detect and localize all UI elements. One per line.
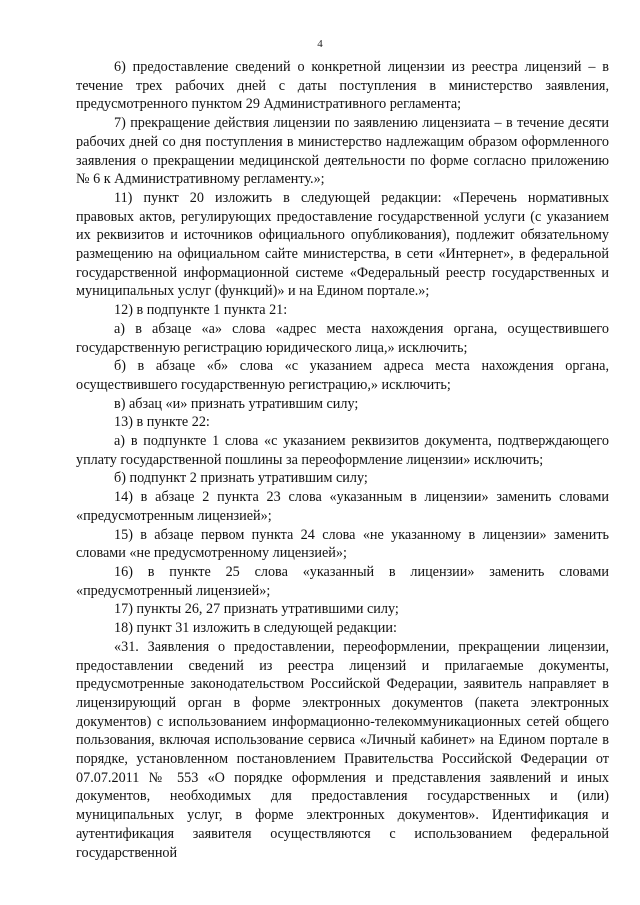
paragraph-12b: б) в абзаце «б» слова «с указанием адреса места нахождения органа, осуществившего государственную регистрацию,» исключить; <box>76 358 609 393</box>
document-body <box>76 58 609 862</box>
paragraph-item-7: 7) прекращение действия лицензии по заявлению лицензиата – в течение десяти рабочих дней со дня поступления в министерство надлежащим образом оформленного заявления о прекращении медицинской деятельности по форме согласно приложению № 6 к Административному регламенту.»; <box>76 115 609 188</box>
paragraph-point-14: 14) в абзаце 2 пункта 23 слова «указанным в лицензии» заменить словами «предусмотренным лицензией»; <box>76 489 609 524</box>
paragraph-point-12: 12) в подпункте 1 пункта 21: <box>114 302 288 319</box>
paragraph-13a: а) в подпункте 1 слова «с указанием реквизитов документа, подтверждающего уплату государственной пошлины за переоформление лицензии» исключить; <box>76 433 609 468</box>
paragraph-item-31: «31. Заявления о предоставлении, переоформлении, прекращении лицензии, предоставлении сведений из реестра лицензий и прилагаемые документы, предусмотренные законодательством Российской Федерации, заявитель направляет в лицензирующий орган в форме электронных документов (пакета электронных документов) с использованием информационно-телекоммуникационных сетей общего пользования, включая использование сервиса «Личный кабинет» на Едином портале в порядке, установленном постановлением Правительства Российской Федерации от 07.07.2011 № 553 «О порядке оформления и представления заявлений и иных документов, необходимых для предоставления государственных и (или) муниципальных услуг, в форме электронных документов». Идентификация и аутентификация заявителя осуществляются с использованием федеральной государственной <box>76 638 609 861</box>
paragraph-item-6: 6) предоставление сведений о конкретной лицензии из реестра лицензий – в течение трех рабочих дней с даты поступления в министерство заявления, предусмотренного пунктом 29 Административного регламента; <box>76 59 609 113</box>
paragraph-point-13: 13) в пункте 22: <box>114 414 210 431</box>
paragraph-12v: в) абзац «и» признать утратившим силу; <box>114 395 359 412</box>
paragraph-point-16: 16) в пункте 25 слова «указанный в лицензии» заменить словами «предусмотренный лицензией»; <box>76 563 609 599</box>
paragraph-13b: б) подпункт 2 признать утратившим силу; <box>114 470 368 487</box>
paragraph-point-17: 17) пункты 26, 27 признать утратившими силу; <box>114 601 399 618</box>
paragraph-point-18: 18) пункт 31 изложить в следующей редакции: <box>114 620 397 637</box>
paragraph-12a: а) в абзаце «а» слова «адрес места нахождения органа, осуществившего государственную регистрацию юридического лица,» исключить; <box>76 320 609 356</box>
paragraph-point-11: 11) пункт 20 изложить в следующей редакции: «Перечень нормативных правовых актов, регулирующих предоставление государственной услуги (с указанием их реквизитов и источников официального опубликования), подлежит обязательному размещению на официальном сайте министерства, в сети «Интернет», в федеральной государственной информационной системе «Федеральный реестр государственных и муниципальных услуг (функций)» и на Едином портале.»; <box>76 189 609 300</box>
paragraph-point-15: 15) в абзаце первом пункта 24 слова «не указанному в лицензии» заменить словами «не предусмотренному лицензией»; <box>76 526 609 562</box>
page-number: 4 <box>317 38 323 50</box>
